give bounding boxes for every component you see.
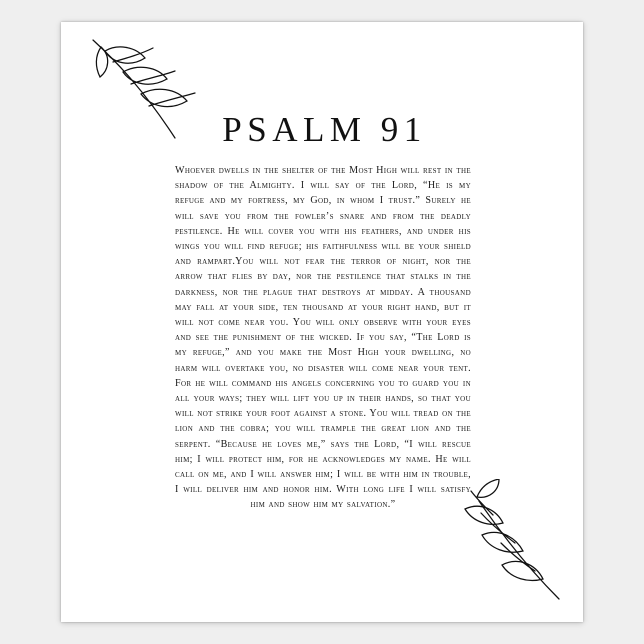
- poster-sheet: [61, 22, 583, 622]
- poster-body-text: Whoever dwells in the shelter of the Most High will rest in the shadow of the Almighty. I will say of the Lord, “He is my refuge and my fortress, my God, in whom I trust.” Surely he will save you from the fowler’s snare and from the deadly pestilence. He will cover you with his feathers, and under his wings you will find refuge; his faithfulness will be your shield and rampart.You will not fear the terror of night, nor the arrow that flies by day, nor the pestilence that stalks in the darkness, nor the plague that destroys at midday. A thousand may fall at your side, ten thousand at your right hand, but it will not come near you. You will only observe with your eyes and see the punishment of the wicked. If you say, “The Lord is my refuge,” and you make the Most High your dwelling, no harm will overtake you, no disaster will come near your tent. For he will command his angels concerning you to guard you in all your ways; they will lift you up in their hands, so that you will not strike your foot against a stone. You will tread on the lion and the cobra; you will trample the great lion and the serpent. “Because he loves me,” says the Lord, “I will rescue him; I will protect him, for he acknowledges my name. He will call on me, and I will answer him; I will be with him in trouble, I will deliver him and honor him. With long life I will satisfy him and show him my salvation.”: [175, 165, 471, 511]
- poster-title: PSALM 91: [222, 110, 427, 149]
